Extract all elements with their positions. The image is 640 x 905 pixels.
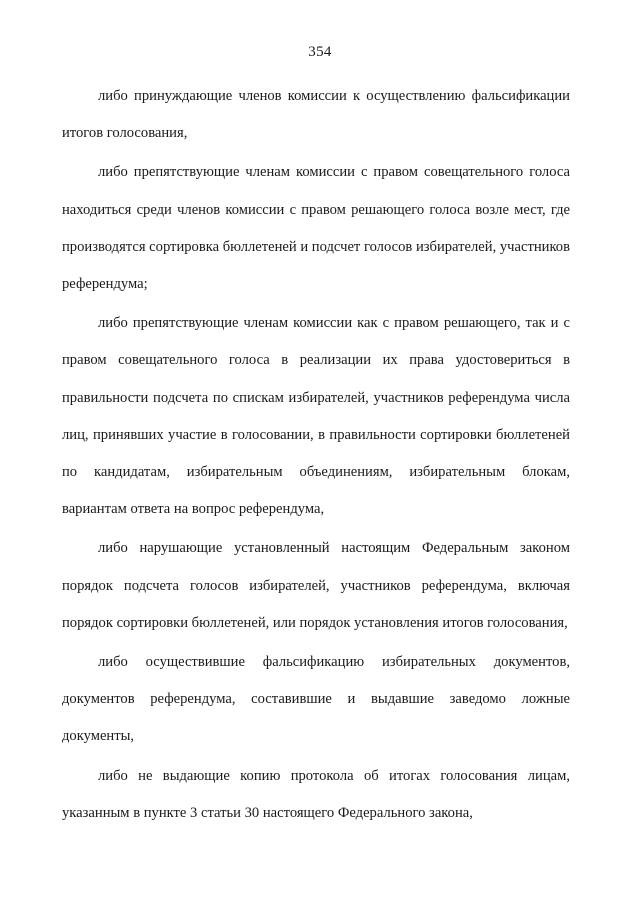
paragraph-3: либо препятствующие членам комиссии как с правом решающего, так и с правом совещательного голоса в реализации их права удостовериться в правильности подсчета по спискам избирателей, участников референдума числа лиц, принявших участие в голосовании, в правильности сортировки бюллетеней по кандидатам, избирательным объединениям, избирательным блокам, вариантам ответа на вопрос референдума, [62, 315, 570, 518]
page-number: 354 [308, 44, 332, 60]
paragraph-1: либо принуждающие членов комиссии к осуществлению фальсификации итогов голосования, [62, 88, 570, 142]
paragraph-4: либо нарушающие установленный настоящим Федеральным законом порядок подсчета голосов избирателей, участников референдума, включая порядок сортировки бюллетеней, или порядок установления итогов голосования, [62, 540, 570, 631]
paragraph-5: либо осуществившие фальсификацию избирательных документов, документов референдума, составившие и выдавшие заведомо ложные документы, [62, 654, 570, 745]
paragraph-2: либо препятствующие членам комиссии с правом совещательного голоса находиться среди членов комиссии с правом решающего голоса возле мест, где производятся сортировка бюллетеней и подсчет голосов избирателей, участников референдума; [62, 164, 570, 293]
paragraph-6: либо не выдающие копию протокола об итогах голосования лицам, указанным в пункте 3 статьи 30 настоящего Федерального закона, [62, 767, 570, 821]
document-body [62, 78, 570, 832]
